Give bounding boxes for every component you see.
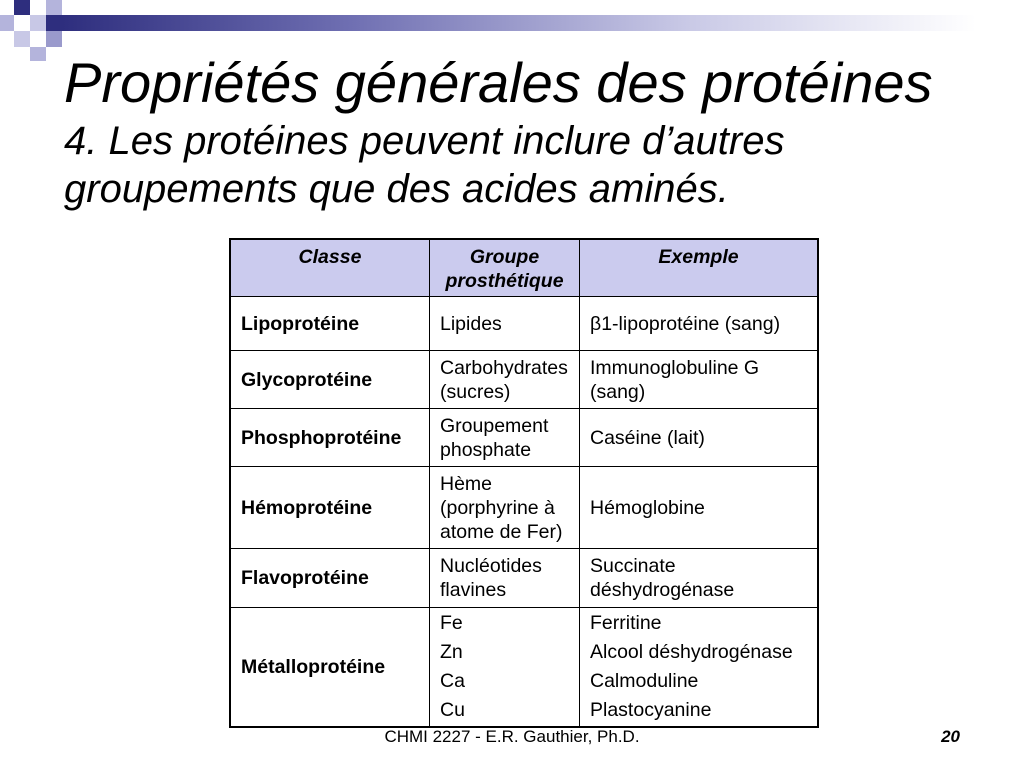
prosthetic-group-text: Fe (440, 612, 463, 634)
header-label: Groupe prosthétique (445, 246, 564, 292)
protein-classes-table (229, 238, 819, 728)
example-text: Alcool déshydrogénase (590, 641, 793, 663)
table-cell-example (580, 608, 817, 726)
table-cell-example (580, 467, 817, 549)
example-text: Plastocyanine (590, 699, 712, 721)
prosthetic-group-text: Ca (440, 670, 465, 692)
prosthetic-group-text: Carbohydrates (sucres) (440, 356, 568, 403)
table-cell-example (580, 297, 817, 351)
table-cell-prosthetic-group (430, 409, 580, 467)
prosthetic-group-text: Cu (440, 699, 465, 721)
header-label: Classe (298, 246, 362, 268)
corner-square-decoration (0, 15, 14, 31)
example-text: Caséine (lait) (590, 426, 705, 449)
table-header-cell-exemple (580, 240, 817, 297)
table-header-cell-groupe (430, 240, 580, 297)
header-label: Exemple (658, 246, 739, 268)
example-text: Hémoglobine (590, 496, 705, 519)
prosthetic-group-text: Groupement phosphate (440, 414, 549, 461)
table-cell-prosthetic-group (430, 297, 580, 351)
table-cell-example (580, 549, 817, 608)
class-name: Glycoprotéine (241, 368, 373, 391)
header-gradient-bar (62, 15, 1024, 31)
class-name: Hémoprotéine (241, 496, 373, 519)
example-text: Calmoduline (590, 670, 699, 692)
example-text: Succinate déshydrogénase (590, 555, 735, 601)
prosthetic-group-text: Lipides (440, 312, 502, 335)
prosthetic-group-text: Nucléotides flavines (440, 555, 542, 601)
class-name: Lipoprotéine (241, 312, 360, 335)
table-cell-prosthetic-group (430, 351, 580, 409)
table-cell-prosthetic-group (430, 608, 580, 726)
corner-square-decoration (30, 47, 46, 61)
slide-subtitle: 4. Les protéines peuvent inclure d’autres groupements que des acides aminés. (64, 119, 785, 211)
table-cell-class (231, 608, 430, 726)
slide-title: Propriétés générales des protéines (64, 51, 933, 114)
table-cell-class (231, 351, 430, 409)
corner-square-decoration (46, 15, 62, 31)
table-cell-example (580, 409, 817, 467)
corner-square-decoration (46, 31, 62, 47)
class-name: Phosphoprotéine (241, 426, 402, 449)
table-cell-example (580, 351, 817, 409)
slide-number: 20 (941, 727, 960, 746)
table-cell-class (231, 467, 430, 549)
corner-square-decoration (14, 0, 30, 15)
example-text: Ferritine (590, 612, 662, 634)
prosthetic-group-text: Hème (porphyrine à atome de Fer) (440, 472, 563, 543)
corner-square-decoration (14, 31, 30, 47)
example-text: Immunoglobuline G (sang) (590, 356, 760, 403)
table-cell-class (231, 409, 430, 467)
table-cell-prosthetic-group (430, 549, 580, 608)
class-name: Flavoprotéine (241, 567, 369, 589)
table-cell-class (231, 549, 430, 608)
table-cell-class (231, 297, 430, 351)
table-header-cell-classe (231, 240, 430, 297)
example-text: β1-lipoprotéine (sang) (590, 312, 781, 335)
class-name: Métalloprotéine (241, 656, 386, 678)
table-cell-prosthetic-group (430, 467, 580, 549)
prosthetic-group-text: Zn (440, 641, 463, 663)
footer-credit: CHMI 2227 - E.R. Gauthier, Ph.D. (384, 727, 640, 746)
corner-square-decoration (46, 0, 62, 15)
corner-square-decoration (30, 15, 46, 31)
